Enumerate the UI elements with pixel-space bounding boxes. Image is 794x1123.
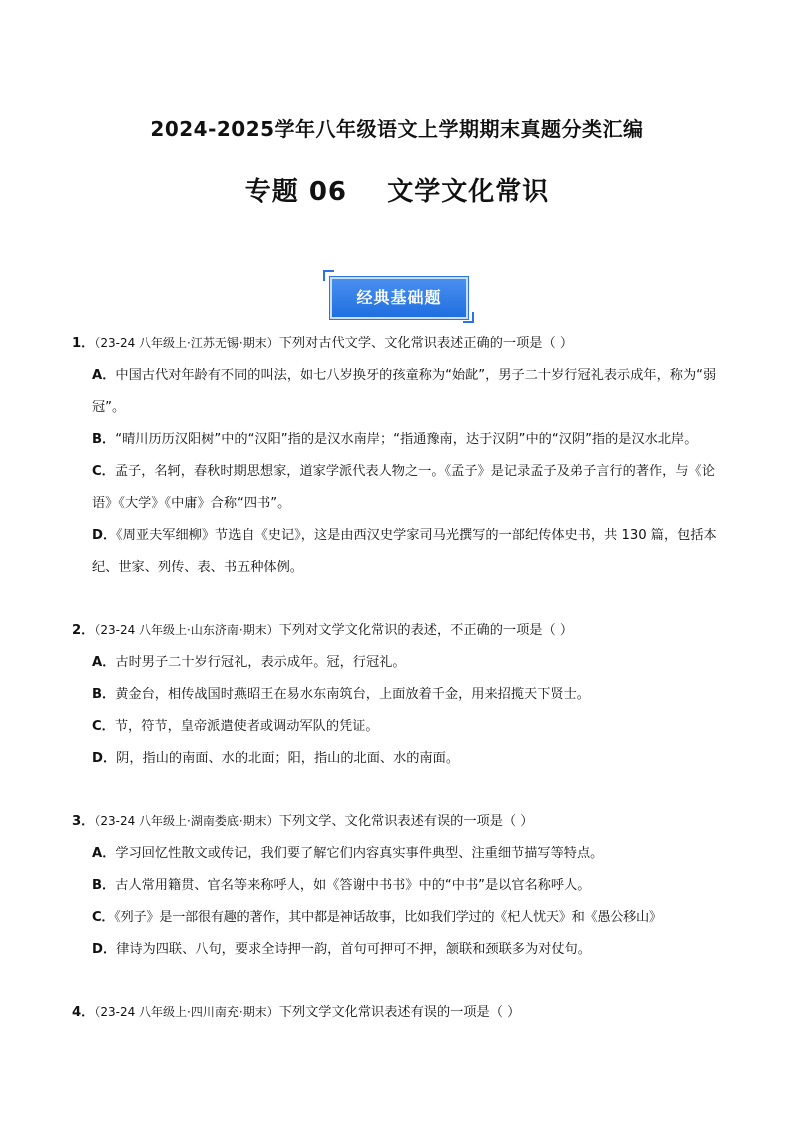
question-source: （23-24 八年级上·湖南娄底·期末） <box>94 814 279 828</box>
option-b <box>72 679 732 711</box>
question-3 <box>72 805 732 966</box>
section-badge: 经典基础题 <box>330 277 468 319</box>
option-c <box>72 902 732 934</box>
option-text: 古人常用籍贯、官名等来称呼人，如《答谢中书书》中的“中书”是以官名称呼人。 <box>115 878 591 893</box>
question-text: 下列对古代文学、文化常识表述正确的一项是（ ） <box>278 336 574 351</box>
option-d <box>72 934 732 966</box>
document-subtitle: 专题 06 文学文化常识 <box>244 177 550 207</box>
option-c <box>72 711 732 743</box>
option-text: 律诗为四联、八句，要求全诗押一韵，首句可押可不押，颔联和颈联多为对仗句。 <box>116 942 591 957</box>
question-text: 下列文学文化常识表述有误的一项是（ ） <box>278 1005 521 1020</box>
option-text: 中国古代对年龄有不同的叫法，如七八岁换牙的孩童称为“始龀”，男子二十岁行冠礼表示成年，称为“弱冠”。 <box>92 368 717 415</box>
option-letter: B． <box>92 878 116 893</box>
document-title: 2024-2025学年八年级语文上学期期末真题分类汇编 <box>150 117 644 141</box>
option-letter: C． <box>92 910 115 925</box>
option-text: 学习回忆性散文或传记，我们要了解它们内容真实事件典型、注重细节描写等特点。 <box>115 846 604 861</box>
question-4 <box>72 996 732 1029</box>
question-source: （23-24 八年级上·山东济南·期末） <box>94 623 279 637</box>
option-letter: B． <box>92 432 116 447</box>
option-b <box>72 870 732 902</box>
question-stem <box>72 327 732 360</box>
question-number: 4． <box>72 1005 95 1020</box>
option-c <box>72 456 732 520</box>
option-d <box>72 520 732 584</box>
option-d <box>72 743 732 775</box>
option-letter: D． <box>92 942 117 957</box>
option-text: “晴川历历汉阳树”中的“汉阳”指的是汉水南岸；“指通豫南，达于汉阴”中的“汉阴”指的是汉水北岸。 <box>115 432 698 447</box>
option-text: 《列子》是一部很有趣的著作，其中都是神话故事，比如我们学过的《杞人忧天》和《愚公移山》 <box>114 910 662 925</box>
question-number: 2． <box>72 623 95 638</box>
option-a <box>72 360 732 424</box>
question-source: （23-24 八年级上·四川南充·期末） <box>94 1005 279 1019</box>
question-2 <box>72 614 732 775</box>
option-text: 阴，指山的南面、水的北面；阳，指山的北面、水的南面。 <box>116 751 460 766</box>
question-source: （23-24 八年级上·江苏无锡·期末） <box>94 336 279 350</box>
question-text: 下列对文学文化常识的表述，不正确的一项是（ ） <box>278 623 574 638</box>
option-text: 孟子，名轲，春秋时期思想家，道家学派代表人物之一。《孟子》是记录孟子及弟子言行的著作，与《论语》《大学》《中庸》合称“四书”。 <box>92 464 715 511</box>
option-letter: B． <box>92 687 116 702</box>
question-number: 1． <box>72 336 95 351</box>
option-a <box>72 838 732 870</box>
question-stem <box>72 996 732 1029</box>
option-b <box>72 424 732 456</box>
option-letter: A． <box>92 846 116 861</box>
option-text: 古时男子二十岁行冠礼，表示成年。冠，行冠礼。 <box>115 655 406 670</box>
question-stem <box>72 614 732 647</box>
option-letter: D． <box>92 751 117 766</box>
option-text: 《周亚夫军细柳》节选自《史记》，这是由西汉史学家司马光撰写的一部纪传体史书，共 130 篇，包括本纪、世家、列传、表、书五种体例。 <box>92 528 717 575</box>
option-letter: D． <box>92 528 117 543</box>
option-text: 黄金台，相传战国时燕昭王在易水东南筑台，上面放着千金，用来招揽天下贤士。 <box>115 687 590 702</box>
option-letter: A． <box>92 368 116 383</box>
question-1 <box>72 327 732 584</box>
option-letter: C． <box>92 719 115 734</box>
question-text: 下列文学、文化常识表述有误的一项是（ ） <box>278 814 534 829</box>
question-stem <box>72 805 732 838</box>
option-a <box>72 647 732 679</box>
option-text: 节，符节，皇帝派遣使者或调动军队的凭证。 <box>114 719 379 734</box>
option-letter: C． <box>92 464 115 479</box>
question-number: 3． <box>72 814 95 829</box>
option-letter: A． <box>92 655 116 670</box>
